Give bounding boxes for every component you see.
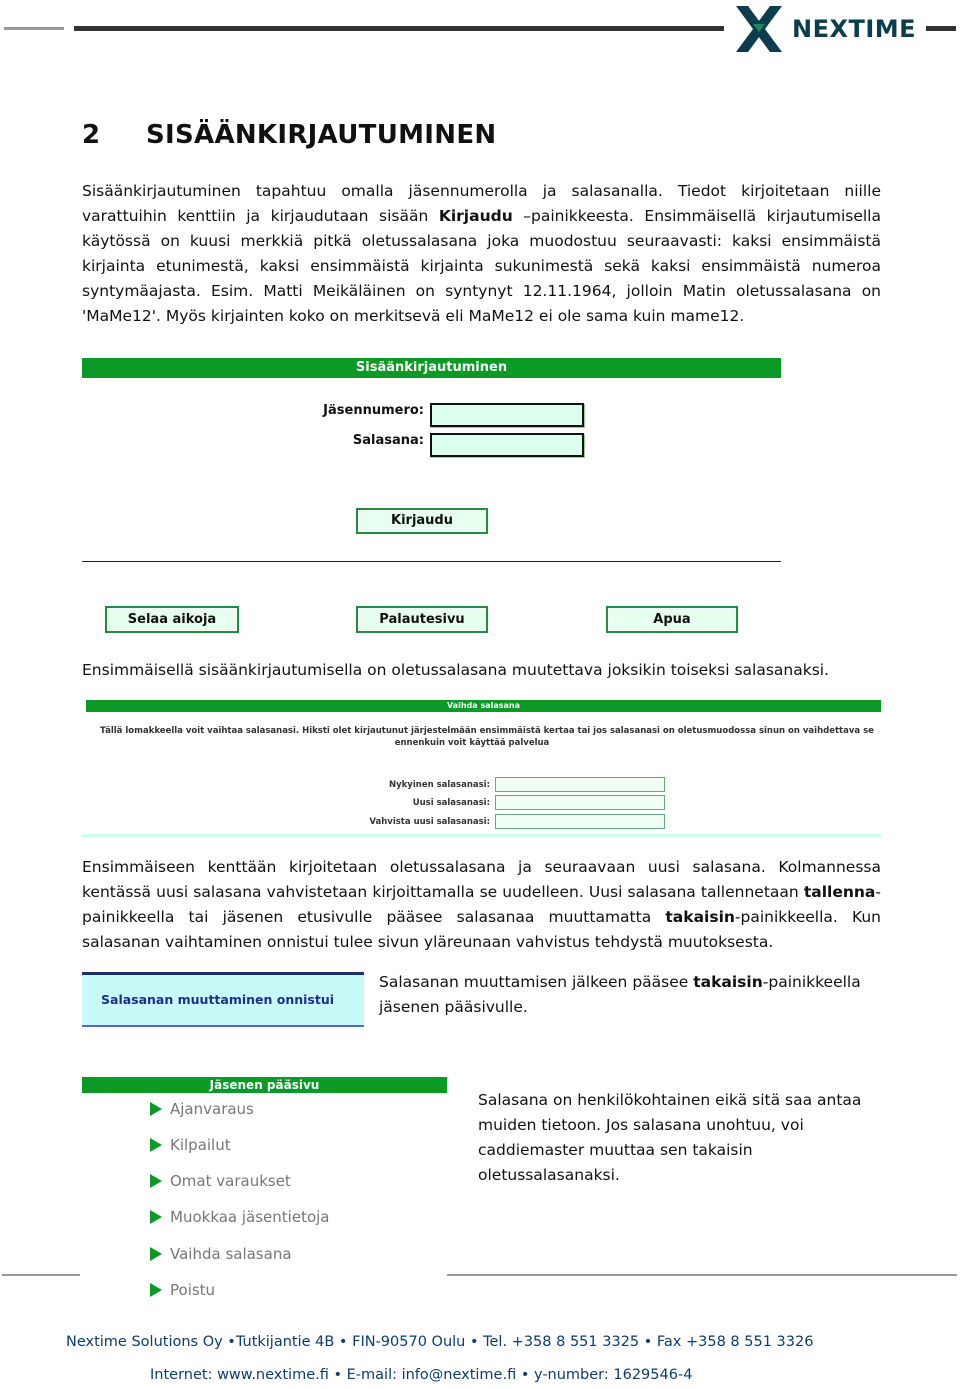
footer-rule-right bbox=[447, 1274, 957, 1276]
intro-text-2: –painikkeesta. Ensimmäisellä kirjautumisella käytössä on kuusi merkkiä pitkä oletussalasana joka muodostuu seuraavasti: kaksi ensimmäistä kirjainta etunimestä, kaksi ensimmäistä kirjainta sukunimestä sekä kaksi ensimmäistä numeroa syntymäajasta. Esim. Matti Meikäläinen on syntynyt 12.11.1964, jolloin Matin oletussalasana on 'MaMe12'. Myös kirjainten koko on merkitsevä eli MaMe12 ei ole sama kuin mame12. bbox=[82, 207, 881, 325]
instructions-text-1: Ensimmäiseen kenttään kirjoitetaan oletussalasana ja seuraavaan uusi salasana. Kolmannessa kentässä uusi salasana vahvistetaan kirjoittamalla se uudelleen. Uusi salasana tallennetaan bbox=[82, 858, 881, 901]
confirm-password-input[interactable] bbox=[495, 814, 665, 829]
member-number-label: Jäsennumero: bbox=[323, 403, 424, 418]
browse-times-button[interactable]: Selaa aikoja bbox=[105, 606, 239, 633]
arrow-right-icon bbox=[150, 1102, 162, 1116]
instructions-text-2: -painikkeella tai jäsenen etusivulle pääsee salasanaa muuttamatta bbox=[82, 883, 881, 926]
back-note-text-2: -painikkeella jäsenen pääsivulle. bbox=[379, 973, 861, 1016]
footer-address: Nextime Solutions Oy •Tutkijantie 4B • FIN-90570 Oulu • Tel. +358 8 551 3325 • Fax +358 8 551 3326 bbox=[66, 1334, 814, 1350]
change-password-form bbox=[82, 698, 881, 837]
nextime-logo bbox=[734, 4, 926, 54]
header-rule-left bbox=[4, 27, 64, 30]
change-password-instructions bbox=[82, 855, 881, 955]
password-privacy-note: Salasana on henkilökohtainen eikä sitä saa antaa muiden tietoon. Jos salasana unohtuu, voi caddiemaster muuttaa sen takaisin oletussalasanaksi. bbox=[478, 1091, 862, 1184]
arrow-right-icon bbox=[150, 1283, 162, 1297]
password-label: Salasana: bbox=[352, 433, 424, 448]
current-password-input[interactable] bbox=[495, 777, 665, 792]
help-button[interactable]: Apua bbox=[606, 606, 738, 633]
success-message-box bbox=[82, 972, 364, 1027]
change-password-title: Vaihda salasana bbox=[86, 700, 881, 712]
section-title bbox=[82, 120, 496, 150]
menu-item-vaihda-salasana[interactable] bbox=[150, 1245, 292, 1263]
new-password-label: Uusi salasanasi: bbox=[412, 798, 490, 808]
instructions-bold-takaisin: takaisin bbox=[665, 908, 735, 926]
back-button-note bbox=[379, 970, 879, 1020]
header-rule bbox=[74, 26, 724, 31]
first-login-note: Ensimmäisellä sisäänkirjautumisella on oletussalasana muutettava joksikin toiseksi salasanaksi. bbox=[82, 661, 830, 679]
password-input[interactable] bbox=[430, 433, 584, 457]
menu-item-muokkaa-jasentietoja[interactable] bbox=[150, 1208, 330, 1226]
login-button[interactable]: Kirjaudu bbox=[356, 508, 488, 534]
section-title-text: SISÄÄNKIRJAUTUMINEN bbox=[146, 120, 497, 150]
intro-text-1: Sisäänkirjautuminen tapahtuu omalla jäsennumerolla ja salasanalla. Tiedot kirjoitetaan niille varattuihin kenttiin ja kirjaudutaan sisään bbox=[82, 182, 881, 225]
arrow-right-icon bbox=[150, 1138, 162, 1152]
menu-item-omat-varaukset[interactable] bbox=[150, 1172, 291, 1190]
current-password-label: Nykyinen salasanasi: bbox=[389, 780, 490, 790]
back-note-text-1: Salasanan muuttamisen jälkeen pääsee bbox=[379, 973, 694, 991]
feedback-page-button[interactable]: Palautesivu bbox=[356, 606, 488, 633]
menu-item-label: Poistu bbox=[170, 1281, 216, 1299]
menu-item-label: Omat varaukset bbox=[170, 1172, 291, 1190]
menu-item-label: Muokkaa jäsentietoja bbox=[170, 1208, 330, 1226]
form-divider bbox=[82, 561, 781, 562]
change-password-info-1: Tällä lomakkeella voit vaihtaa salasanasi. Hiksti olet kirjautunut järjestelmään ensimmäistä kertaa tai jos salasanasi on oletusmuodossa sinun on vaihdettava se bbox=[100, 726, 874, 736]
section-number: 2 bbox=[82, 120, 101, 150]
brand-name: NEXTIME bbox=[792, 15, 917, 43]
member-page-title: Jäsenen pääsivu bbox=[82, 1077, 447, 1093]
menu-item-kilpailut[interactable] bbox=[150, 1136, 231, 1154]
arrow-right-icon bbox=[150, 1174, 162, 1188]
member-number-input[interactable] bbox=[430, 403, 584, 427]
footer-contact: Internet: www.nextime.fi • E-mail: info@nextime.fi • y-number: 1629546-4 bbox=[150, 1367, 693, 1383]
instructions-text-3: -painikkeella. Kun salasanan vaihtaminen onnistui tulee sivun yläreunaan vahvistus tehdystä muutoksesta. bbox=[82, 908, 882, 951]
menu-item-ajanvaraus[interactable] bbox=[150, 1100, 254, 1118]
arrow-right-icon bbox=[150, 1247, 162, 1261]
footer-rule-left bbox=[2, 1274, 80, 1276]
intro-bold-kirjaudu: Kirjaudu bbox=[438, 207, 513, 225]
menu-item-poistu[interactable] bbox=[150, 1281, 215, 1299]
instructions-bold-tallenna: tallenna bbox=[803, 883, 876, 901]
new-password-input[interactable] bbox=[495, 795, 665, 810]
header-rule-right bbox=[926, 26, 956, 31]
confirm-password-label: Vahvista uusi salasanasi: bbox=[369, 817, 490, 827]
logo-x-icon bbox=[734, 4, 784, 54]
menu-item-label: Ajanvaraus bbox=[170, 1100, 254, 1118]
login-form-title: Sisäänkirjautuminen bbox=[82, 358, 781, 378]
menu-item-label: Vaihda salasana bbox=[170, 1245, 292, 1263]
change-password-info-2: ennenkuin voit käyttää palvelua bbox=[394, 738, 550, 748]
success-message: Salasanan muuttaminen onnistui bbox=[101, 992, 335, 1007]
arrow-right-icon bbox=[150, 1210, 162, 1224]
menu-item-label: Kilpailut bbox=[170, 1136, 231, 1154]
back-note-bold-takaisin: takaisin bbox=[693, 973, 763, 991]
intro-paragraph bbox=[82, 179, 881, 329]
